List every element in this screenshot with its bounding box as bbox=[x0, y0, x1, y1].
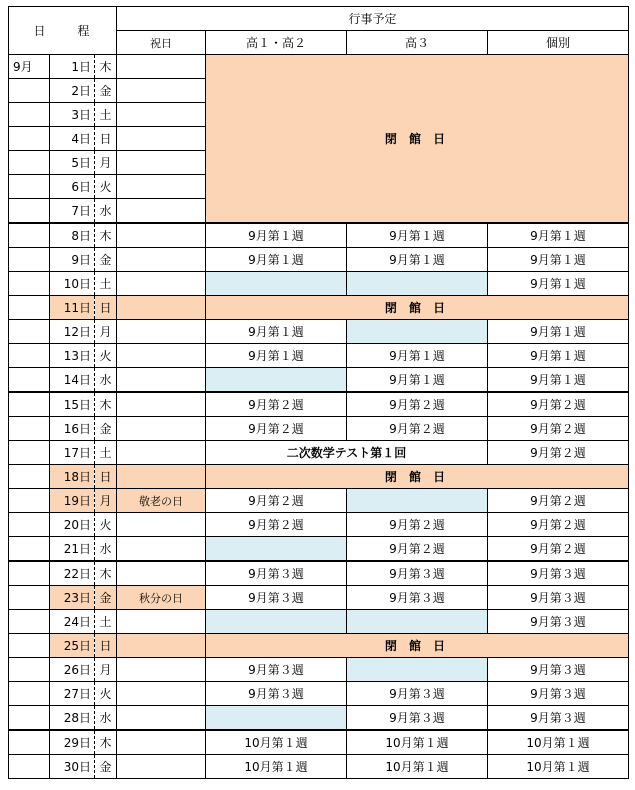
month-cell-empty bbox=[9, 465, 50, 489]
grade12-cell: 9月第２週 bbox=[206, 489, 347, 513]
table-row bbox=[9, 441, 629, 465]
day-cell: 25日 bbox=[50, 634, 95, 658]
closed-day-cell: 閉 館 日 bbox=[206, 634, 629, 658]
weekday-cell: 木 bbox=[95, 561, 117, 586]
weekday-cell: 金 bbox=[95, 417, 117, 441]
grade3-cell: 9月第１週 bbox=[347, 344, 488, 368]
grade3-cell bbox=[347, 320, 488, 344]
individual-cell: 9月第２週 bbox=[488, 537, 629, 562]
individual-cell: 9月第１週 bbox=[488, 272, 629, 296]
grade12-cell: 9月第１週 bbox=[206, 320, 347, 344]
grade3-cell: 9月第２週 bbox=[347, 417, 488, 441]
day-cell: 26日 bbox=[50, 658, 95, 682]
weekday-cell: 火 bbox=[95, 513, 117, 537]
day-cell: 8日 bbox=[50, 223, 95, 248]
month-cell-empty bbox=[9, 417, 50, 441]
table-row bbox=[9, 392, 629, 417]
holiday-cell bbox=[117, 610, 206, 634]
individual-cell: 10月第１週 bbox=[488, 755, 629, 779]
day-cell: 7日 bbox=[50, 199, 95, 224]
individual-cell: 9月第３週 bbox=[488, 586, 629, 610]
month-cell-empty bbox=[9, 610, 50, 634]
holiday-cell bbox=[117, 344, 206, 368]
grade3-header: 高３ bbox=[347, 31, 488, 55]
grade3-cell: 9月第３週 bbox=[347, 561, 488, 586]
grade3-cell: 9月第１週 bbox=[347, 223, 488, 248]
day-cell: 30日 bbox=[50, 755, 95, 779]
month-cell-empty bbox=[9, 199, 50, 224]
holiday-cell bbox=[117, 223, 206, 248]
month-cell-empty bbox=[9, 513, 50, 537]
day-cell: 1日 bbox=[50, 55, 95, 79]
month-cell-empty bbox=[9, 320, 50, 344]
weekday-cell: 月 bbox=[95, 489, 117, 513]
holiday-cell bbox=[117, 127, 206, 151]
holiday-cell bbox=[117, 320, 206, 344]
day-cell: 11日 bbox=[50, 296, 95, 320]
table-row bbox=[9, 610, 629, 634]
weekday-cell: 水 bbox=[95, 706, 117, 731]
grade3-cell: 9月第２週 bbox=[347, 513, 488, 537]
table-row bbox=[9, 272, 629, 296]
grade12-cell: 9月第１週 bbox=[206, 248, 347, 272]
month-cell-empty bbox=[9, 537, 50, 562]
grade12-cell bbox=[206, 368, 347, 393]
month-cell-empty bbox=[9, 658, 50, 682]
month-cell-empty bbox=[9, 103, 50, 127]
month-cell-empty bbox=[9, 682, 50, 706]
day-cell: 28日 bbox=[50, 706, 95, 731]
grade12-header: 高１・高２ bbox=[206, 31, 347, 55]
holiday-cell bbox=[117, 561, 206, 586]
closed-block: 閉 館 日 bbox=[206, 55, 629, 224]
holiday-cell bbox=[117, 537, 206, 562]
weekday-cell: 土 bbox=[95, 441, 117, 465]
individual-cell: 9月第３週 bbox=[488, 561, 629, 586]
month-cell-empty bbox=[9, 296, 50, 320]
weekday-cell: 火 bbox=[95, 344, 117, 368]
grade12-cell: 9月第２週 bbox=[206, 392, 347, 417]
day-cell: 15日 bbox=[50, 392, 95, 417]
day-cell: 9日 bbox=[50, 248, 95, 272]
table-row bbox=[9, 223, 629, 248]
individual-cell: 10月第１週 bbox=[488, 730, 629, 755]
weekday-cell: 金 bbox=[95, 755, 117, 779]
closed-day-cell: 閉 館 日 bbox=[206, 296, 629, 320]
month-cell-empty bbox=[9, 706, 50, 731]
schedule-header: 日 程 bbox=[9, 7, 117, 55]
weekday-cell: 土 bbox=[95, 610, 117, 634]
holiday-cell bbox=[117, 441, 206, 465]
grade12-cell: 10月第１週 bbox=[206, 755, 347, 779]
day-cell: 27日 bbox=[50, 682, 95, 706]
day-cell: 29日 bbox=[50, 730, 95, 755]
weekday-cell: 金 bbox=[95, 79, 117, 103]
grade12-cell: 9月第１週 bbox=[206, 344, 347, 368]
holiday-cell bbox=[117, 706, 206, 731]
individual-cell: 9月第１週 bbox=[488, 248, 629, 272]
grade12-cell: 9月第３週 bbox=[206, 682, 347, 706]
table-row bbox=[9, 730, 629, 755]
month-cell-empty bbox=[9, 344, 50, 368]
month-cell-empty bbox=[9, 175, 50, 199]
individual-cell: 9月第２週 bbox=[488, 417, 629, 441]
grade12-cell: 9月第３週 bbox=[206, 586, 347, 610]
individual-cell: 9月第３週 bbox=[488, 610, 629, 634]
individual-header: 個別 bbox=[488, 31, 629, 55]
table-row bbox=[9, 320, 629, 344]
weekday-cell: 水 bbox=[95, 537, 117, 562]
month-cell-empty bbox=[9, 368, 50, 393]
weekday-cell: 木 bbox=[95, 392, 117, 417]
month-cell-empty bbox=[9, 730, 50, 755]
table-row bbox=[9, 344, 629, 368]
event-span-cell: 二次数学テスト第１回 bbox=[206, 441, 488, 465]
grade12-cell: 10月第１週 bbox=[206, 730, 347, 755]
weekday-cell: 火 bbox=[95, 175, 117, 199]
grade3-cell bbox=[347, 658, 488, 682]
month-cell-empty bbox=[9, 634, 50, 658]
holiday-cell bbox=[117, 151, 206, 175]
grade12-cell: 9月第３週 bbox=[206, 658, 347, 682]
weekday-cell: 金 bbox=[95, 586, 117, 610]
day-cell: 23日 bbox=[50, 586, 95, 610]
grade12-cell: 9月第１週 bbox=[206, 223, 347, 248]
holiday-cell bbox=[117, 272, 206, 296]
weekday-cell: 土 bbox=[95, 272, 117, 296]
holiday-cell bbox=[117, 296, 206, 320]
table-row bbox=[9, 417, 629, 441]
individual-cell: 9月第１週 bbox=[488, 368, 629, 393]
table-row bbox=[9, 537, 629, 562]
day-cell: 6日 bbox=[50, 175, 95, 199]
grade3-cell: 9月第３週 bbox=[347, 586, 488, 610]
grade12-cell bbox=[206, 706, 347, 731]
table-row bbox=[9, 55, 629, 79]
weekday-cell: 月 bbox=[95, 320, 117, 344]
holiday-cell bbox=[117, 103, 206, 127]
weekday-cell: 火 bbox=[95, 682, 117, 706]
individual-cell: 9月第１週 bbox=[488, 223, 629, 248]
day-cell: 10日 bbox=[50, 272, 95, 296]
day-cell: 3日 bbox=[50, 103, 95, 127]
day-cell: 14日 bbox=[50, 368, 95, 393]
table-row bbox=[9, 682, 629, 706]
day-cell: 22日 bbox=[50, 561, 95, 586]
month-cell-empty bbox=[9, 392, 50, 417]
grade3-cell bbox=[347, 610, 488, 634]
weekday-cell: 木 bbox=[95, 55, 117, 79]
individual-cell: 9月第２週 bbox=[488, 392, 629, 417]
individual-cell: 9月第３週 bbox=[488, 658, 629, 682]
holiday-cell bbox=[117, 392, 206, 417]
grade12-cell: 9月第２週 bbox=[206, 417, 347, 441]
events-header: 行事予定 bbox=[117, 7, 629, 31]
weekday-cell: 水 bbox=[95, 368, 117, 393]
month-cell-empty bbox=[9, 272, 50, 296]
holiday-cell bbox=[117, 55, 206, 79]
table-row bbox=[9, 296, 629, 320]
grade12-cell: 9月第３週 bbox=[206, 561, 347, 586]
table-row bbox=[9, 755, 629, 779]
table-row bbox=[9, 634, 629, 658]
grade3-cell: 9月第２週 bbox=[347, 537, 488, 562]
holiday-cell bbox=[117, 634, 206, 658]
weekday-cell: 水 bbox=[95, 199, 117, 224]
table-row bbox=[9, 513, 629, 537]
holiday-cell bbox=[117, 368, 206, 393]
individual-cell: 9月第３週 bbox=[488, 682, 629, 706]
day-cell: 18日 bbox=[50, 465, 95, 489]
day-cell: 24日 bbox=[50, 610, 95, 634]
weekday-cell: 月 bbox=[95, 658, 117, 682]
holiday-cell bbox=[117, 175, 206, 199]
holiday-cell bbox=[117, 682, 206, 706]
table-row bbox=[9, 706, 629, 731]
month-cell-empty bbox=[9, 151, 50, 175]
weekday-cell: 木 bbox=[95, 223, 117, 248]
weekday-cell: 日 bbox=[95, 127, 117, 151]
month-cell-empty bbox=[9, 755, 50, 779]
closed-day-cell: 閉 館 日 bbox=[206, 465, 629, 489]
grade3-cell: 9月第３週 bbox=[347, 682, 488, 706]
weekday-cell: 日 bbox=[95, 465, 117, 489]
table-row bbox=[9, 368, 629, 393]
individual-cell: 9月第３週 bbox=[488, 706, 629, 731]
holiday-cell bbox=[117, 248, 206, 272]
month-cell-empty bbox=[9, 586, 50, 610]
table-row bbox=[9, 465, 629, 489]
schedule-table bbox=[8, 6, 629, 779]
table-row bbox=[9, 586, 629, 610]
weekday-cell: 土 bbox=[95, 103, 117, 127]
grade3-cell bbox=[347, 272, 488, 296]
weekday-cell: 金 bbox=[95, 248, 117, 272]
weekday-cell: 日 bbox=[95, 634, 117, 658]
individual-cell: 9月第１週 bbox=[488, 344, 629, 368]
month-cell-empty bbox=[9, 441, 50, 465]
grade3-cell: 10月第１週 bbox=[347, 755, 488, 779]
holiday-header: 祝日 bbox=[117, 31, 206, 55]
holiday-cell: 敬老の日 bbox=[117, 489, 206, 513]
grade3-cell: 9月第１週 bbox=[347, 248, 488, 272]
individual-cell: 9月第２週 bbox=[488, 441, 629, 465]
day-cell: 17日 bbox=[50, 441, 95, 465]
table-row bbox=[9, 248, 629, 272]
individual-cell: 9月第１週 bbox=[488, 320, 629, 344]
day-cell: 20日 bbox=[50, 513, 95, 537]
holiday-cell bbox=[117, 730, 206, 755]
table-row bbox=[9, 489, 629, 513]
holiday-cell: 秋分の日 bbox=[117, 586, 206, 610]
table-row bbox=[9, 658, 629, 682]
month-cell-empty bbox=[9, 561, 50, 586]
day-cell: 13日 bbox=[50, 344, 95, 368]
month-cell-empty bbox=[9, 127, 50, 151]
grade3-cell: 9月第１週 bbox=[347, 368, 488, 393]
individual-cell: 9月第２週 bbox=[488, 489, 629, 513]
month-cell: 9月 bbox=[9, 55, 50, 79]
day-cell: 5日 bbox=[50, 151, 95, 175]
holiday-cell bbox=[117, 417, 206, 441]
day-cell: 21日 bbox=[50, 537, 95, 562]
month-cell-empty bbox=[9, 248, 50, 272]
day-cell: 4日 bbox=[50, 127, 95, 151]
grade12-cell: 9月第２週 bbox=[206, 513, 347, 537]
table-row bbox=[9, 561, 629, 586]
holiday-cell bbox=[117, 658, 206, 682]
holiday-cell bbox=[117, 199, 206, 224]
grade3-cell bbox=[347, 489, 488, 513]
holiday-cell bbox=[117, 755, 206, 779]
grade3-cell: 9月第３週 bbox=[347, 706, 488, 731]
holiday-cell bbox=[117, 79, 206, 103]
holiday-cell bbox=[117, 465, 206, 489]
day-cell: 2日 bbox=[50, 79, 95, 103]
month-cell-empty bbox=[9, 223, 50, 248]
weekday-cell: 木 bbox=[95, 730, 117, 755]
day-cell: 19日 bbox=[50, 489, 95, 513]
month-cell-empty bbox=[9, 489, 50, 513]
day-cell: 12日 bbox=[50, 320, 95, 344]
grade3-cell: 9月第２週 bbox=[347, 392, 488, 417]
grade12-cell bbox=[206, 537, 347, 562]
weekday-cell: 月 bbox=[95, 151, 117, 175]
holiday-cell bbox=[117, 513, 206, 537]
grade12-cell bbox=[206, 272, 347, 296]
individual-cell: 9月第２週 bbox=[488, 513, 629, 537]
weekday-cell: 日 bbox=[95, 296, 117, 320]
grade12-cell bbox=[206, 610, 347, 634]
month-cell-empty bbox=[9, 79, 50, 103]
grade3-cell: 10月第１週 bbox=[347, 730, 488, 755]
day-cell: 16日 bbox=[50, 417, 95, 441]
